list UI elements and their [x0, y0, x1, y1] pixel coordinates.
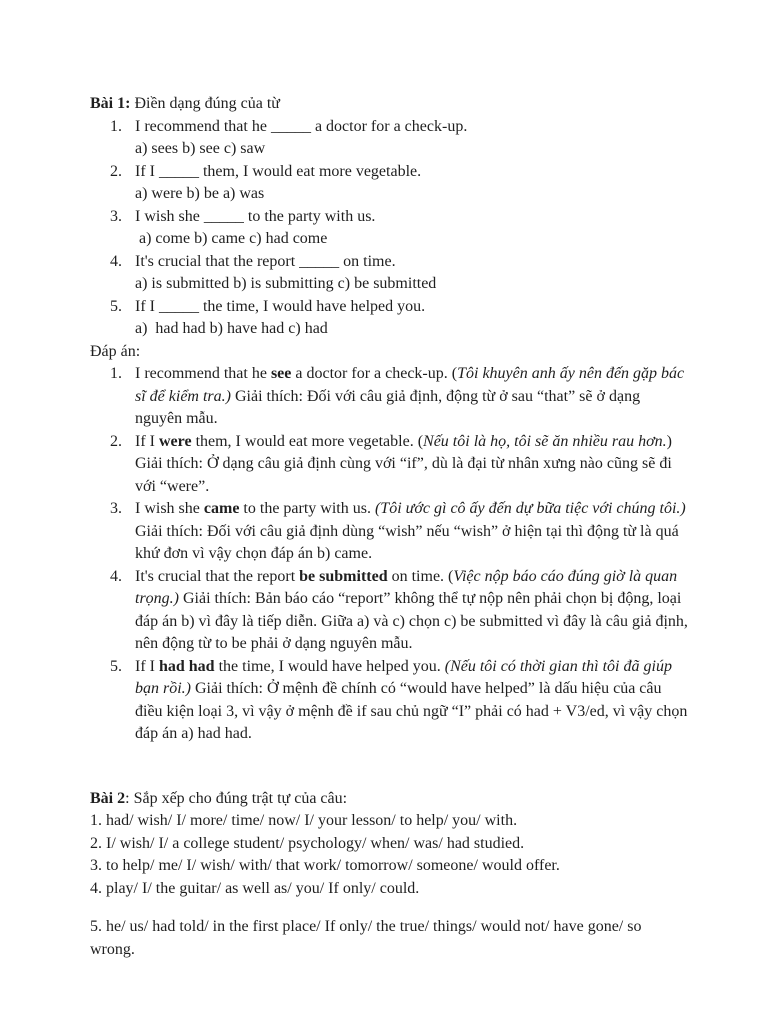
answer-key: came	[203, 500, 240, 517]
answer-sentence-rest: them, I would eat more vegetable. (	[191, 432, 424, 450]
answer-number: 5.	[110, 657, 122, 675]
exercise-2-title	[90, 788, 690, 811]
answer-key: had had	[158, 657, 215, 675]
answer-item	[90, 431, 690, 499]
question-options: a) sees b) see c) saw	[135, 140, 266, 157]
exercise-1-instruction: Điền dạng đúng của từ	[130, 95, 280, 112]
exercise-1-label: Bài 1:	[90, 95, 131, 112]
answer-item	[90, 363, 690, 431]
answer-translation: (Nếu tôi có thời gian thì tôi đã giúp bạn rồi.)	[135, 657, 672, 697]
answer-key: were	[158, 432, 192, 450]
answer-item	[90, 498, 690, 566]
exercise-1-questions	[90, 116, 690, 341]
question-number: 1.	[110, 117, 122, 135]
answer-key: be submitted	[299, 567, 388, 585]
answer-sentence: If I	[135, 432, 159, 450]
question-text: It's crucial that the report _____ on time.	[135, 252, 396, 270]
exercise-2-line: 4. play/ I/ the guitar/ as well as/ you/ If only/ could.	[90, 879, 420, 897]
answer-key: see	[270, 365, 292, 382]
question-number: 2.	[110, 162, 122, 180]
answer-sentence-rest: to the party with us.	[239, 500, 375, 517]
exercise-2-label: Bài 2	[90, 789, 126, 807]
answer-number: 3.	[110, 500, 122, 517]
question-text: If I _____ the time, I would have helped you.	[135, 297, 426, 315]
answer-sentence: If I	[135, 657, 159, 675]
document-page	[90, 93, 690, 977]
answer-sentence-rest: a doctor for a check-up. (	[291, 365, 458, 382]
question-item	[90, 116, 690, 161]
answer-item	[90, 656, 690, 746]
question-options: a) come b) came c) had come	[135, 230, 328, 247]
exercise-2-line: 5. he/ us/ had told/ in the first place/ If only/ the true/ things/ would not/ have gone/ so wrong.	[90, 918, 642, 958]
answer-translation: Tôi khuyên anh ấy nên đến gặp bác sĩ để kiểm tra.)	[135, 365, 685, 405]
answer-sentence: I wish she	[135, 500, 204, 517]
question-options: a) is submitted b) is submitting c) be submitted	[135, 275, 437, 292]
answer-number: 2.	[110, 432, 122, 450]
answer-sentence: It's crucial that the report	[135, 567, 300, 585]
answer-explanation: Giải thích: Đối với câu giả định dùng “wish” nếu “wish” ở hiện tại thì động từ là quá khứ đơn vì vậy chọn đáp án b) came.	[135, 522, 679, 562]
exercise-2-instruction: : Sắp xếp cho đúng trật tự của câu:	[125, 789, 348, 807]
question-item	[90, 161, 690, 206]
question-text: If I _____ them, I would eat more vegetable.	[135, 162, 422, 180]
answer-explanation: Giải thích: Ở mệnh đề chính có “would have helped” là dấu hiệu của câu điều kiện loại 3, vì vậy ở mệnh đề if sau chủ ngữ “I” phải có had + V3/ed, vì vậy chọn đáp án a) had had.	[135, 680, 688, 742]
exercise-2-line: 2. I/ wish/ I/ a college student/ psychology/ when/ was/ had studied.	[90, 834, 525, 852]
question-text: I wish she _____ to the party with us.	[135, 207, 376, 225]
question-options: a) had had b) have had c) had	[135, 320, 328, 337]
answer-item	[90, 566, 690, 656]
question-number: 4.	[110, 252, 122, 270]
answer-sentence-rest: on time. (	[387, 567, 454, 585]
answer-translation: Việc nộp báo cáo đúng giờ là quan trọng.)	[135, 567, 678, 607]
exercise-2-line: 1. had/ wish/ I/ more/ time/ now/ I/ your lesson/ to help/ you/ with.	[90, 812, 518, 829]
question-item	[90, 206, 690, 251]
answer-sentence: I recommend that he	[135, 365, 271, 382]
exercise-2-line: 3. to help/ me/ I/ wish/ with/ that work/ tomorrow/ someone/ would offer.	[90, 857, 560, 874]
answer-explanation: ) Giải thích: Ở dạng câu giả định cùng với “if”, dù là đại từ nhân xưng nào cũng sẽ đi với “were”.	[135, 432, 672, 495]
answer-number: 4.	[110, 567, 122, 585]
answer-translation: (Tôi ước gì cô ấy đến dự bữa tiệc với chúng tôi.)	[374, 500, 686, 517]
answer-sentence-rest: the time, I would have helped you.	[214, 657, 445, 675]
answer-explanation: Giải thích: Bản báo cáo “report” không thể tự nộp nên phải chọn bị động, loại đáp án b) vì đây là tiếp diễn. Giữa a) và c) chọn c) be submitted vì đây là câu giả định, nên động từ to be phải ở dạng nguyên mẫu.	[135, 590, 688, 652]
answer-translation: Nếu tôi là họ, tôi sẽ ăn nhiều rau hơn.	[423, 432, 667, 450]
section-spacer	[90, 746, 690, 788]
question-text: I recommend that he _____ a doctor for a check-up.	[135, 117, 468, 135]
answer-number: 1.	[110, 365, 122, 382]
answers-heading: Đáp án:	[90, 342, 141, 360]
exercise-1-title	[90, 93, 690, 116]
question-number: 3.	[110, 207, 122, 225]
question-item	[90, 251, 690, 296]
question-number: 5.	[110, 297, 122, 315]
question-item	[90, 296, 690, 341]
answers-list	[90, 363, 690, 746]
question-options: a) were b) be a) was	[135, 185, 265, 202]
answer-explanation: Giải thích: Đối với câu giả định, động từ ở sau “that” sẽ ở dạng nguyên mẫu.	[135, 387, 641, 427]
